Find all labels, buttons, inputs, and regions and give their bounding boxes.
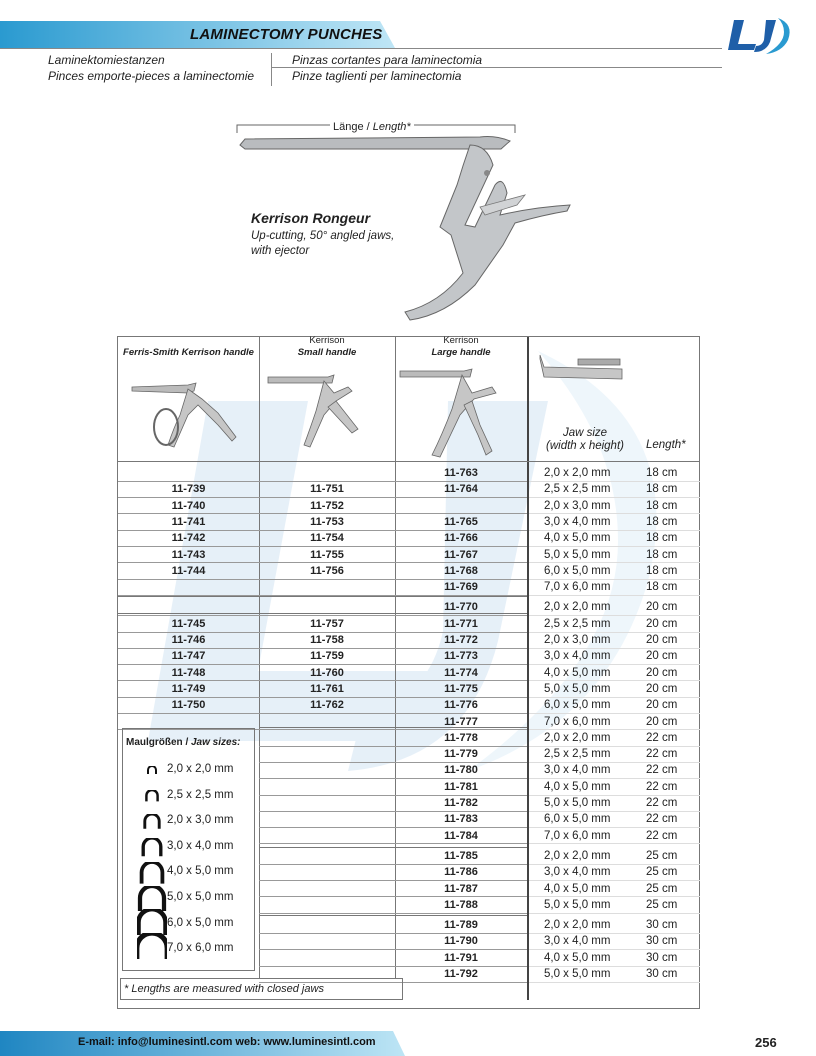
column-divider-3 [527,337,529,1000]
cell-jaw-size: 5,0 x 5,0 mm [544,968,611,980]
jaw-tip-image [538,353,624,383]
col-small-handle-title: Kerrison [309,335,345,346]
ferris-smith-handle-image [128,375,250,455]
cell-jaw-size: 4,0 x 5,0 mm [544,882,611,895]
cell-jaw-size: 2,0 x 3,0 mm [544,499,611,512]
jaw-shape-icon [137,862,167,888]
cell-length: 20 cm [646,617,678,630]
cell-length: 22 cm [646,797,678,809]
jaw-legend-title-prefix: Maulgrößen / [126,737,191,748]
jaw-shape-icon [137,886,167,912]
cell-small-handle: 11-756 [310,564,344,577]
cell-ferris-smith: 11-741 [171,515,206,528]
cell-length: 20 cm [646,666,678,679]
cell-ferris-smith: 11-750 [171,699,206,712]
cell-large-handle: 11-768 [444,564,478,577]
cell-jaw-size: 2,0 x 2,0 mm [544,849,611,862]
subtitle-french: Pinces emporte-pieces a laminectomie [48,69,255,83]
cell-jaw-size: 2,0 x 2,0 mm [544,919,611,932]
jaw-legend-item [123,834,256,859]
cell-large-handle: 11-782 [444,797,478,809]
cell-jaw-size: 3,0 x 4,0 mm [544,866,611,879]
cell-large-handle: 11-771 [444,617,478,630]
cell-large-handle: 11-770 [444,601,478,614]
jaw-legend-title [126,737,240,748]
subtitle-italian: Pinze taglienti per laminectomia [292,69,462,83]
cell-length: 20 cm [646,650,678,663]
cell-jaw-size: 2,0 x 2,0 mm [544,731,611,744]
cell-large-handle: 11-774 [444,666,478,679]
footnote: * Lengths are measured with closed jaws [120,978,403,1000]
cell-length: 30 cm [646,919,678,932]
cell-length: 25 cm [646,866,678,879]
length-indicator [330,121,414,133]
page-title: LAMINECTOMY PUNCHES [190,26,383,43]
cell-small-handle: 11-759 [310,650,344,663]
cell-length: 20 cm [646,601,678,614]
kerrison-large-handle-image [398,365,524,459]
jaw-legend-size: 5,0 x 5,0 mm [167,891,234,903]
cell-small-handle: 11-758 [310,634,344,646]
jaw-legend-size: 2,0 x 3,0 mm [167,814,234,827]
row-divider-right [529,595,700,596]
length-prefix: Länge / [333,121,373,133]
jaw-legend-item [123,911,256,936]
cell-length: 20 cm [646,699,678,712]
jaw-legend-size: 6,0 x 5,0 mm [167,916,234,929]
cell-jaw-size: 4,0 x 5,0 mm [544,532,611,545]
cell-large-handle: 11-781 [444,780,478,793]
row-divider [259,913,527,914]
row-divider [259,843,527,844]
cell-jaw-size: 2,0 x 3,0 mm [544,634,611,646]
jaw-shape-icon [137,909,167,935]
cell-length: 30 cm [646,951,678,964]
cell-large-handle: 11-777 [444,715,478,728]
cell-large-handle: 11-783 [444,813,478,826]
jaw-legend-size: 4,0 x 5,0 mm [167,865,234,878]
cell-large-handle: 11-790 [444,935,478,948]
subtitle-divider [271,67,722,68]
cell-length: 20 cm [646,634,678,646]
cell-large-handle: 11-784 [444,829,478,842]
subtitle-separator [271,53,272,86]
cell-length: 18 cm [646,499,678,512]
cell-length: 30 cm [646,935,678,948]
cell-large-handle: 11-763 [444,467,478,479]
cell-length: 18 cm [646,467,678,479]
cell-large-handle: 11-788 [444,898,478,911]
cell-ferris-smith: 11-748 [171,666,206,679]
product-description-line2: with ejector [251,245,310,257]
cell-jaw-size: 7,0 x 6,0 mm [544,581,611,594]
cell-jaw-size: 5,0 x 5,0 mm [544,797,611,809]
cell-jaw-size: 5,0 x 5,0 mm [544,898,611,911]
jaw-legend-size: 2,0 x 2,0 mm [167,763,234,775]
cell-large-handle: 11-767 [444,548,478,561]
jaw-legend-title-em: Jaw sizes: [191,737,241,748]
cell-ferris-smith: 11-743 [171,548,206,561]
jaw-size-legend [122,728,255,971]
cell-small-handle: 11-752 [310,499,344,512]
cell-large-handle: 11-776 [444,699,478,712]
cell-length: 18 cm [646,548,678,561]
cell-jaw-size: 6,0 x 5,0 mm [544,813,611,826]
cell-ferris-smith: 11-746 [171,634,206,646]
cell-ferris-smith: 11-744 [171,564,206,577]
cell-large-handle: 11-772 [444,634,478,646]
length-header: Length* [646,439,686,451]
cell-jaw-size: 2,0 x 2,0 mm [544,467,611,479]
group-divider-18-20 [118,596,527,597]
cell-jaw-size: 3,0 x 4,0 mm [544,935,611,948]
cell-small-handle: 11-754 [310,532,344,545]
cell-length: 25 cm [646,849,678,862]
cell-length: 30 cm [646,968,678,980]
cell-large-handle: 11-792 [444,968,478,980]
header-row-divider [118,461,700,462]
jaw-legend-item [123,757,256,782]
cell-large-handle: 11-773 [444,650,478,663]
cell-jaw-size: 7,0 x 6,0 mm [544,829,611,842]
jaw-size-header-subtitle: (width x height) [546,440,624,452]
cell-jaw-size: 2,5 x 2,5 mm [544,748,611,761]
cell-length: 18 cm [646,564,678,577]
cell-jaw-size: 5,0 x 5,0 mm [544,682,611,695]
col-large-handle-subtitle: Large handle [431,347,491,358]
cell-large-handle: 11-766 [444,532,478,545]
cell-length: 20 cm [646,715,678,728]
lj-logo-icon [726,14,796,56]
jaw-legend-item [123,808,256,833]
cell-large-handle: 11-791 [444,951,478,964]
cell-jaw-size: 3,0 x 4,0 mm [544,515,611,528]
cell-large-handle: 11-765 [444,515,478,528]
jaw-size-header-title: Jaw size [562,427,608,439]
product-description-line1: Up-cutting, 50° angled jaws, [251,230,395,242]
subtitle-german: Laminektomiestanzen [48,53,165,67]
jaw-legend-item [123,783,256,808]
jaw-legend-item [123,859,256,884]
cell-large-handle: 11-778 [444,731,478,744]
group-divider-25-30 [259,915,527,916]
jaw-legend-size: 7,0 x 6,0 mm [167,942,234,955]
cell-length: 22 cm [646,829,678,842]
length-label: Length* [372,121,411,133]
cell-jaw-size: 2,0 x 2,0 mm [544,601,611,614]
cell-large-handle: 11-780 [444,764,478,777]
cell-length: 18 cm [646,581,678,594]
subtitle-spanish: Pinzas cortantes para laminectomia [292,53,483,67]
cell-large-handle: 11-785 [444,849,478,862]
footer-contact: E-mail: info@luminesintl.com web: www.luminesintl.com [78,1036,376,1048]
cell-ferris-smith: 11-742 [171,532,206,545]
cell-jaw-size: 3,0 x 4,0 mm [544,764,611,777]
cell-length: 25 cm [646,882,678,895]
col-large-handle-title: Kerrison [443,335,479,346]
cell-large-handle: 11-786 [444,866,478,879]
cell-jaw-size: 2,5 x 2,5 mm [544,483,611,496]
cell-length: 20 cm [646,682,678,695]
col-small-handle-subtitle: Small handle [297,347,357,358]
cell-jaw-size: 4,0 x 5,0 mm [544,951,611,964]
cell-small-handle: 11-760 [310,666,344,679]
jaw-legend-item [123,936,256,961]
col-small-handle-header [259,335,395,359]
cell-ferris-smith: 11-739 [171,483,206,496]
cell-length: 18 cm [646,515,678,528]
cell-small-handle: 11-753 [310,515,344,528]
row-divider-right [529,843,700,844]
cell-small-handle: 11-755 [310,548,344,561]
jaw-legend-item [123,885,256,910]
cell-jaw-size: 6,0 x 5,0 mm [544,564,611,577]
cell-large-handle: 11-789 [444,919,478,932]
cell-large-handle: 11-787 [444,882,478,895]
kerrison-small-handle-image [266,371,388,451]
cell-jaw-size: 6,0 x 5,0 mm [544,699,611,712]
cell-length: 22 cm [646,813,678,826]
cell-jaw-size: 3,0 x 4,0 mm [544,650,611,663]
jaw-size-header [530,427,640,453]
cell-large-handle: 11-764 [444,483,478,496]
cell-small-handle: 11-751 [310,483,344,496]
row-divider [118,595,527,596]
cell-ferris-smith: 11-747 [171,650,206,663]
cell-length: 22 cm [646,748,678,761]
cell-jaw-size: 4,0 x 5,0 mm [544,666,611,679]
cell-jaw-size: 4,0 x 5,0 mm [544,780,611,793]
col-large-handle-header [395,335,527,359]
jaw-legend-size: 2,5 x 2,5 mm [167,788,234,801]
product-name: Kerrison Rongeur [251,210,371,226]
header-divider [0,48,722,49]
cell-ferris-smith: 11-749 [171,682,206,695]
cell-ferris-smith: 11-740 [171,499,206,512]
cell-jaw-size: 2,5 x 2,5 mm [544,617,611,630]
cell-small-handle: 11-762 [310,699,344,712]
cell-length: 22 cm [646,780,678,793]
cell-large-handle: 11-775 [444,682,478,695]
col-ferris-smith-header: Ferris-Smith Kerrison handle [123,347,254,358]
cell-length: 18 cm [646,532,678,545]
row-divider-right [529,982,700,983]
jaw-legend-size: 3,0 x 4,0 mm [167,839,234,852]
page-number: 256 [755,1035,777,1050]
cell-length: 22 cm [646,731,678,744]
cell-ferris-smith: 11-745 [171,617,206,630]
cell-length: 22 cm [646,764,678,777]
cell-jaw-size: 5,0 x 5,0 mm [544,548,611,561]
cell-jaw-size: 7,0 x 6,0 mm [544,715,611,728]
cell-small-handle: 11-761 [310,682,344,695]
cell-large-handle: 11-769 [444,581,478,594]
cell-small-handle: 11-757 [310,617,344,630]
row-divider-right [529,913,700,914]
cell-large-handle: 11-779 [444,748,478,761]
cell-length: 25 cm [646,898,678,911]
jaw-shape-icon [137,933,167,959]
cell-length: 18 cm [646,483,678,496]
